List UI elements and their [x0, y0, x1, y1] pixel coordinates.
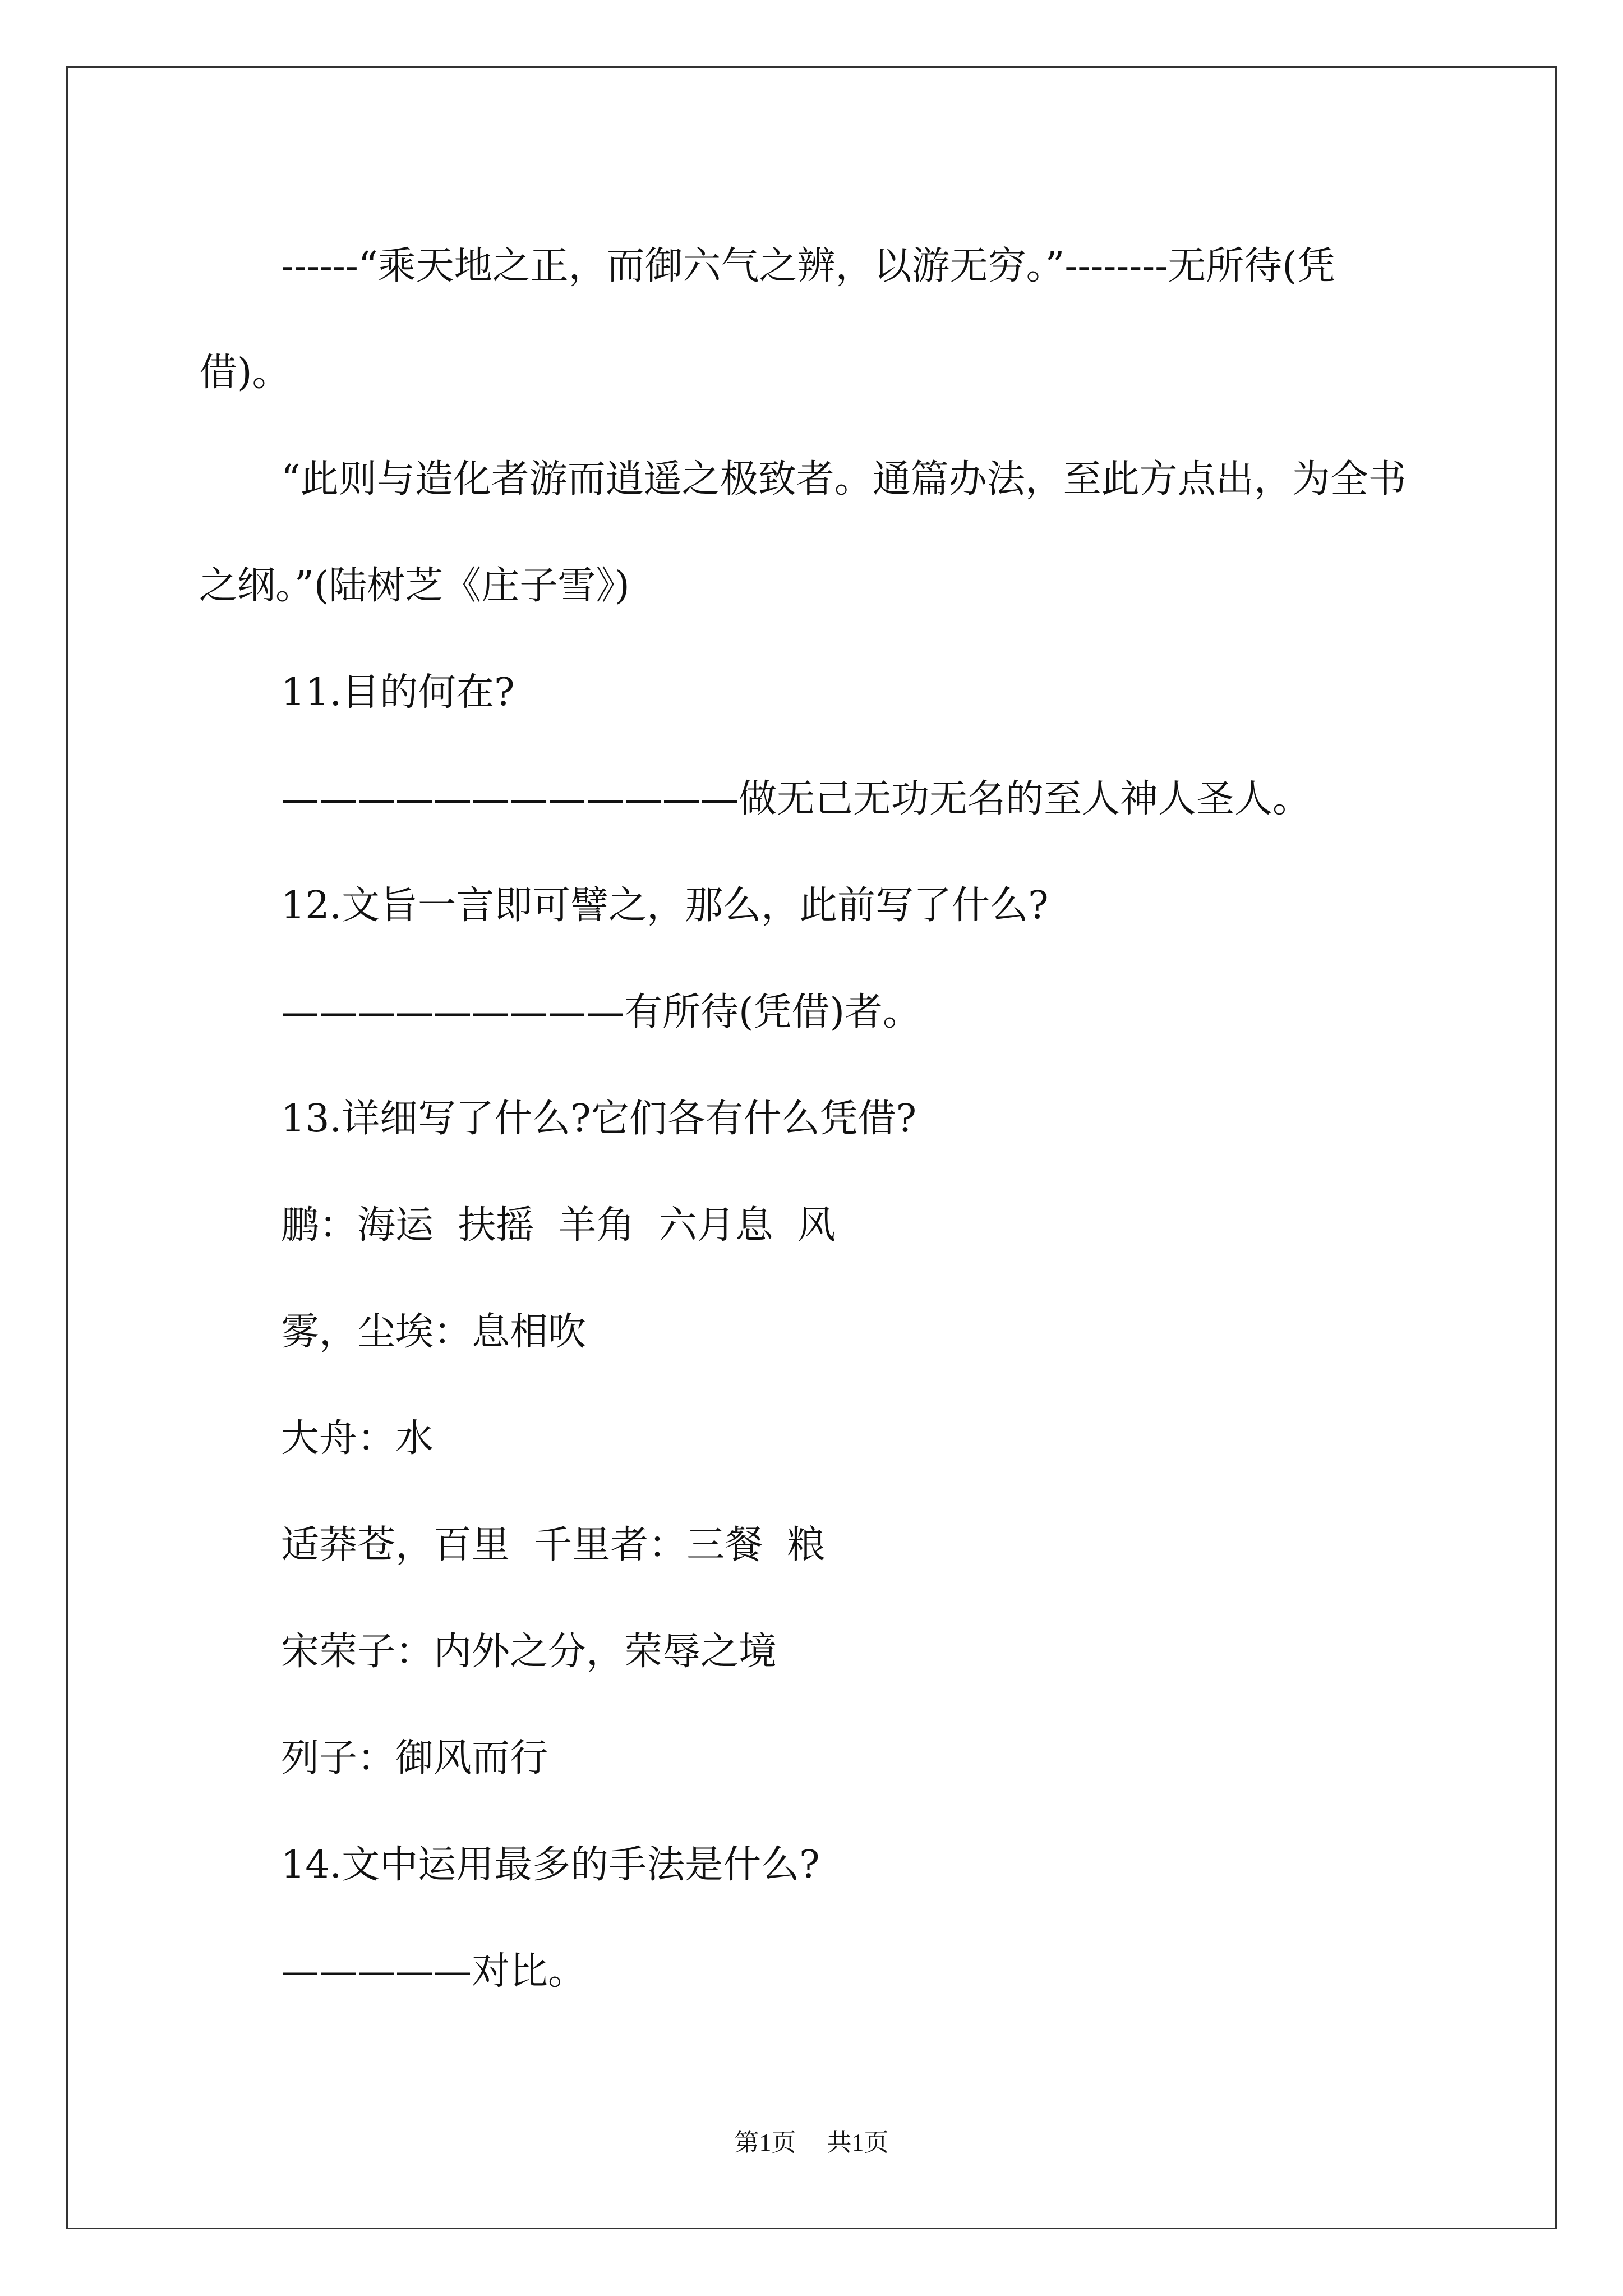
page-footer: [0, 2126, 1623, 2160]
answer-13-mist: 雾，尘埃：息相吹: [281, 1310, 587, 1354]
paragraph-quote-zhuangzi: ------“乘天地之正，而御六气之辨，以游无穷。”--------无所待(凭借)。: [199, 244, 1335, 395]
answer-13-liezi: 列子：御风而行: [281, 1736, 548, 1780]
answer-12: —————————有所待(凭借)者。: [281, 990, 921, 1034]
page-number: 第1页: [734, 2129, 796, 2156]
question-11: 11.目的何在?: [281, 670, 515, 715]
question-12: 12.文旨一言即可譬之，那么，此前写了什么?: [281, 884, 1049, 928]
answer-11: ————————————做无己无功无名的至人神人圣人。: [281, 777, 1311, 821]
answer-13-boat: 大舟：水: [281, 1416, 434, 1461]
answer-14: —————对比。: [281, 1949, 587, 1994]
question-13: 13.详细写了什么?它们各有什么凭借?: [281, 1097, 917, 1141]
answer-13-peng: 鹏：海运 扶摇 羊角 六月息 风: [281, 1203, 836, 1248]
question-14: 14.文中运用最多的手法是什么?: [281, 1843, 820, 1887]
page-total: 共1页: [827, 2129, 889, 2156]
answer-13-songrongzi: 宋荣子：内外之分，荣辱之境: [281, 1630, 777, 1674]
document-body: [199, 213, 1422, 2025]
answer-13-traveler: 适莽苍，百里 千里者：三餐 粮: [281, 1523, 826, 1567]
paragraph-commentary: “此则与造化者游而逍遥之极致者。通篇办法，至此方点出，为全书之纲。”(陆树芝《庄子雪》): [199, 457, 1407, 608]
